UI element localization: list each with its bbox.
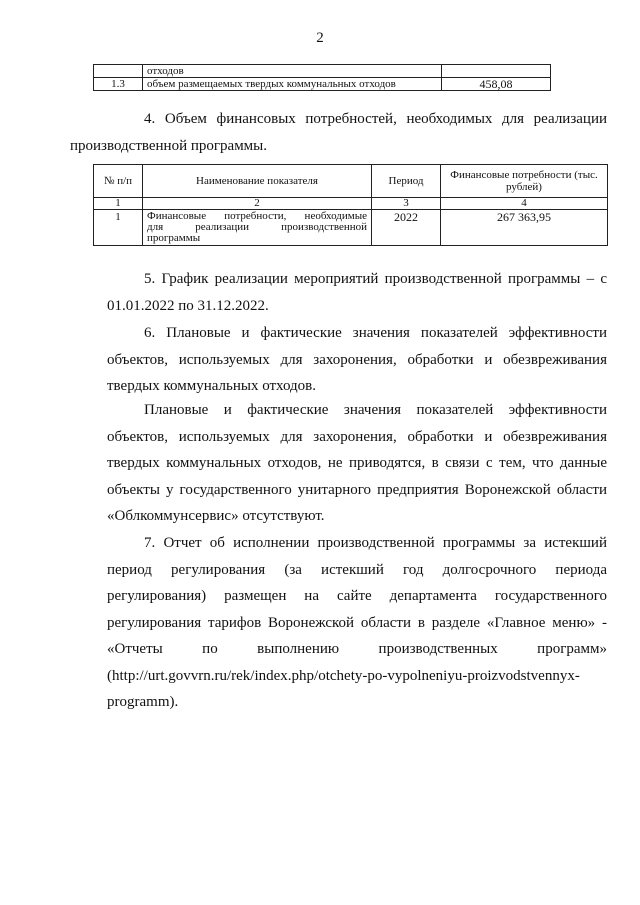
text-line: регулирования тарифов Воронежской области в разделе «Главное меню» - — [107, 614, 607, 631]
header-finance: Финансовые потребности (тыс. рублей) — [441, 165, 608, 198]
indicator-value-cell: 458,08 — [442, 78, 551, 91]
text-line: твердых коммунальных отходов, не приводятся, в связи с тем, что данные — [107, 455, 607, 471]
text-line: объектов, используемых для захоронения, обработки и обезвреживания — [107, 351, 607, 368]
table-index-row — [94, 198, 608, 210]
row-number-cell: 1.3 — [94, 78, 143, 91]
section-6 — [107, 320, 607, 400]
text-line: 6. Плановые и фактические значения показателей эффективности — [144, 325, 607, 341]
text-line: период регулирования (за истекший год долгосрочного периода — [107, 561, 607, 578]
table-row — [94, 78, 551, 91]
indicators-table-continued — [93, 64, 551, 91]
text-line: Плановые и фактические значения показателей эффективности — [144, 402, 607, 418]
section-7 — [107, 530, 607, 716]
period-cell: 2022 — [372, 210, 441, 246]
report-url-line: (http://urt.govvrn.ru/rek/index.php/otchety-po-vypolneniyu-proizvodstvennyx- — [107, 667, 580, 684]
cell-line: Финансовые потребности, необходимые — [147, 210, 367, 222]
text-line: «Облкоммунсервис» отсутствуют. — [107, 508, 325, 524]
cell-line: для реализации производственной — [147, 221, 367, 233]
index-cell: 2 — [143, 198, 372, 210]
page-number: 2 — [316, 30, 324, 46]
text-line: «Отчеты по выполнению производственных программ» — [107, 641, 607, 657]
section-5 — [107, 266, 607, 319]
table-row — [94, 210, 608, 246]
text-line: programm). — [107, 694, 179, 710]
indicator-value-cell — [442, 65, 551, 78]
finance-cell: 267 363,95 — [441, 210, 608, 246]
index-cell: 4 — [441, 198, 608, 210]
cell-line: программы — [147, 232, 201, 244]
indicator-name-cell: отходов — [143, 65, 442, 78]
section-4-heading — [70, 106, 607, 159]
header-num: № п/п — [94, 165, 143, 198]
text-line: объектов, используемых для захоронения, обработки и обезвреживания — [107, 428, 607, 445]
indicator-name-cell: объем размещаемых твердых коммунальных отходов — [143, 78, 442, 91]
table-header-row — [94, 165, 608, 198]
row-number-cell: 1 — [94, 210, 143, 246]
text-line: 4. Объем финансовых потребностей, необходимых для реализации — [144, 111, 607, 127]
header-name: Наименование показателя — [143, 165, 372, 198]
text-line: 01.01.2022 по 31.12.2022. — [107, 297, 269, 314]
text-line: регулирования) размещен на сайте департамента государственного — [107, 588, 607, 604]
text-line: объекты у государственного унитарного предприятия Воронежской области — [107, 481, 607, 498]
index-cell: 3 — [372, 198, 441, 210]
header-period: Период — [372, 165, 441, 198]
text-line: производственной программы. — [70, 137, 268, 154]
table-row — [94, 65, 551, 78]
indicator-name-cell — [143, 210, 372, 246]
index-cell: 1 — [94, 198, 143, 210]
section-6-note — [107, 397, 607, 530]
text-line: 7. Отчет об исполнении производственной программы за истекший — [144, 535, 607, 551]
text-line: 5. График реализации мероприятий производственной программы – с — [144, 271, 607, 287]
row-number-cell — [94, 65, 143, 78]
text-line: твердых коммунальных отходов. — [107, 378, 317, 394]
financial-needs-table — [93, 164, 608, 246]
